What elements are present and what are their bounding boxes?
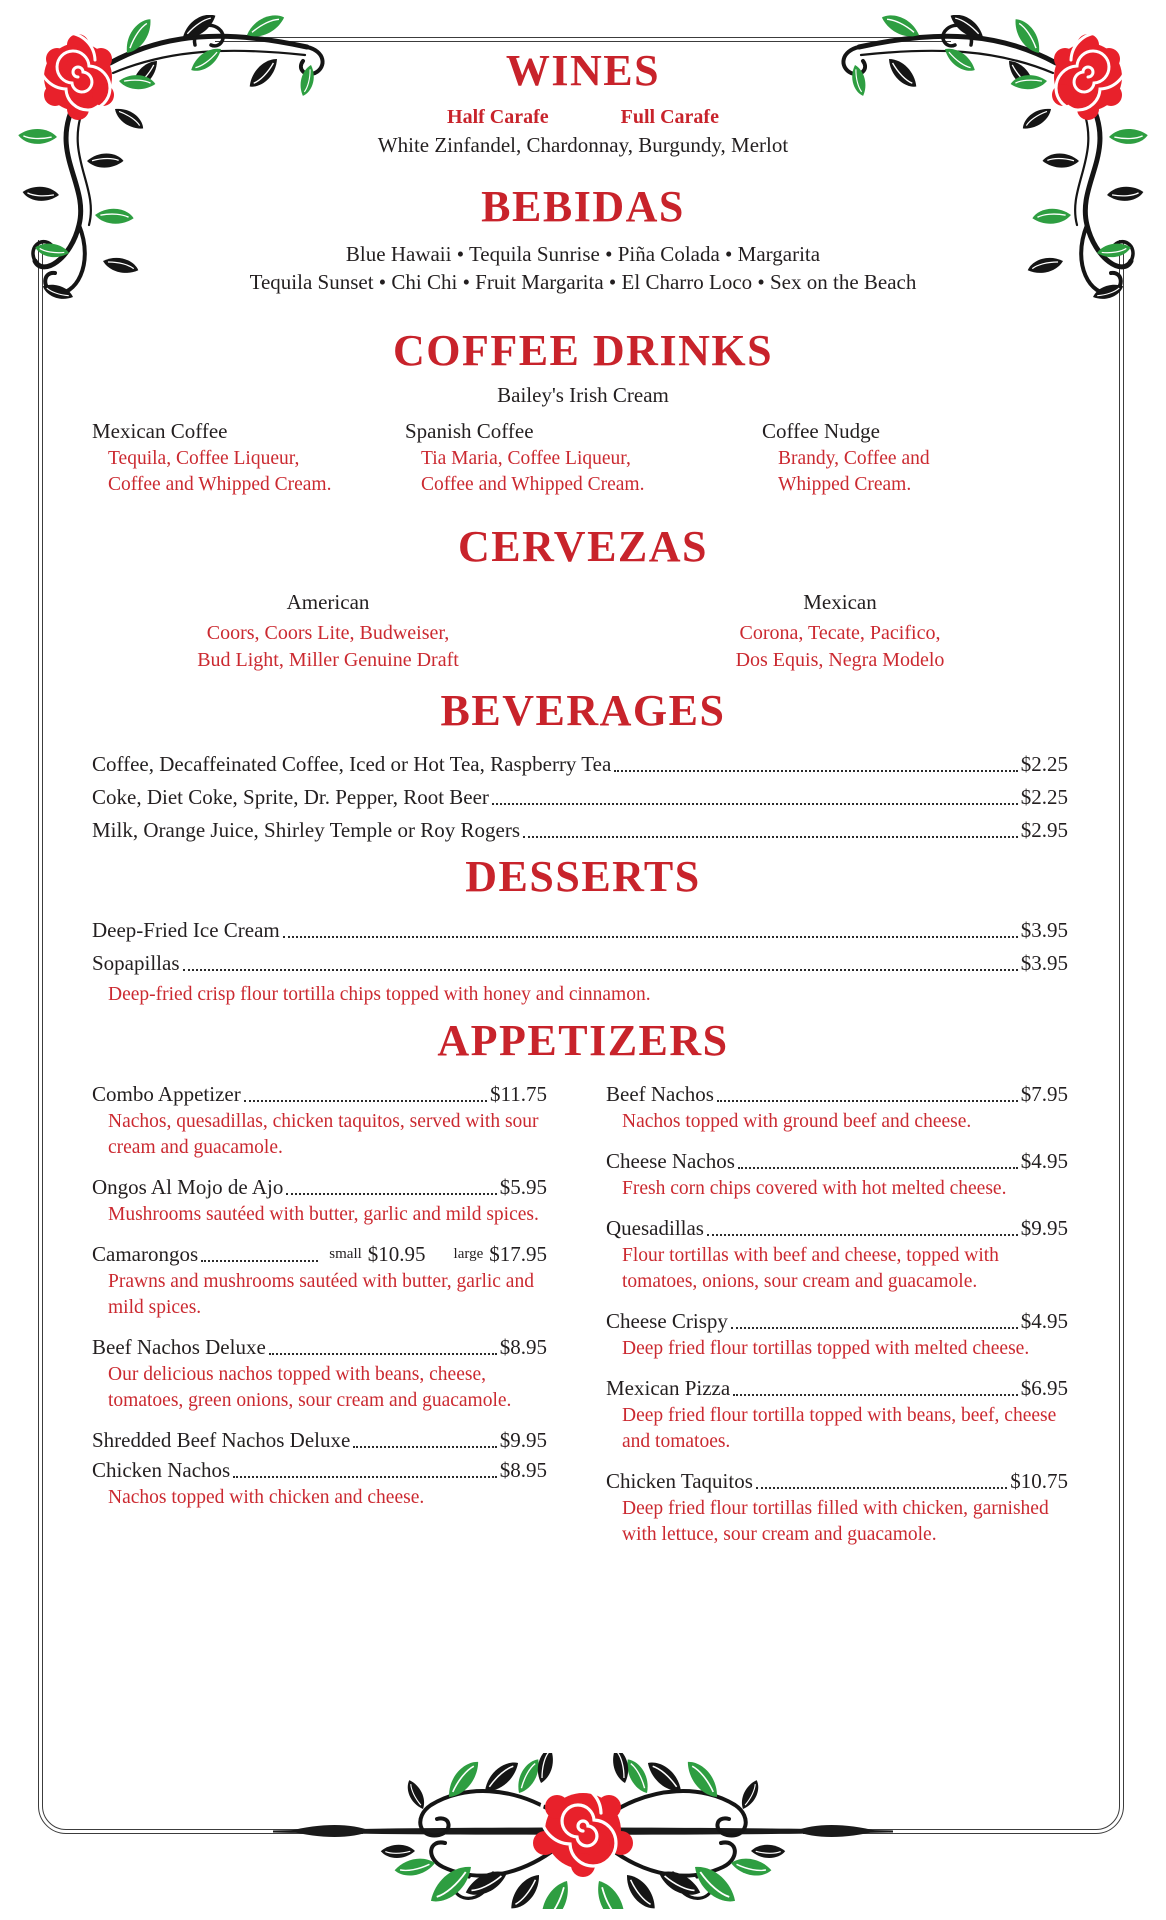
size-label-large: large bbox=[453, 1246, 484, 1262]
menu-item-description: Our delicious nachos topped with beans, cheese, tomatoes, green onions, sour cream and guacamole. bbox=[108, 1364, 512, 1411]
menu-item-description: Prawns and mushrooms sautéed with butter, garlic and mild spices. bbox=[108, 1271, 534, 1318]
section-title-wines: WINES bbox=[505, 46, 661, 95]
menu-item-name: Shredded Beef Nachos Deluxe bbox=[92, 1428, 351, 1452]
menu-row-name: Coke, Diet Coke, Sprite, Dr. Pepper, Root Beer bbox=[92, 785, 489, 809]
dot-leader bbox=[756, 1487, 1007, 1489]
menu-item bbox=[92, 1426, 547, 1454]
carafe-header-half: Half Carafe bbox=[447, 106, 549, 128]
menu-item bbox=[92, 1173, 547, 1228]
coffee-item-name: Spanish Coffee bbox=[405, 419, 534, 443]
menu-row-name: Deep-Fried Ice Cream bbox=[92, 918, 280, 942]
menu-item-description: Nachos topped with chicken and cheese. bbox=[108, 1487, 425, 1508]
coffee-item bbox=[762, 418, 1052, 498]
appetizers-left-column bbox=[92, 1080, 547, 1523]
menu-row bbox=[92, 949, 1068, 977]
dot-leader bbox=[244, 1100, 487, 1102]
menu-item-price: $11.75 bbox=[490, 1082, 547, 1106]
section-title-coffee-drinks: COFFEE DRINKS bbox=[392, 326, 774, 375]
section-title-desserts: DESSERTS bbox=[465, 852, 701, 901]
menu-item-name: Beef Nachos bbox=[606, 1082, 714, 1106]
menu-row-price: $2.25 bbox=[1020, 785, 1068, 809]
cerveza-brands-line: Dos Equis, Negra Modelo bbox=[735, 649, 945, 671]
menu-item-description: Deep fried flour tortillas topped with melted cheese. bbox=[622, 1338, 1030, 1359]
menu-item-name: Cheese Crispy bbox=[606, 1309, 728, 1333]
cerveza-group-mexican bbox=[736, 590, 945, 674]
section-title-beverages: BEVERAGES bbox=[440, 686, 726, 735]
menu-row-description: Deep-fried crisp flour tortilla chips topped with honey and cinnamon. bbox=[108, 984, 651, 1005]
menu-item-name: Beef Nachos Deluxe bbox=[92, 1335, 266, 1359]
menu-item bbox=[606, 1080, 1068, 1135]
wine-carafe-headers bbox=[0, 106, 1166, 129]
menu-item-price: $8.95 bbox=[499, 1458, 547, 1482]
carafe-header-full: Full Carafe bbox=[620, 106, 719, 128]
menu-item-name: Cheese Nachos bbox=[606, 1149, 735, 1173]
dot-leader bbox=[717, 1100, 1018, 1102]
dessert-list bbox=[0, 916, 1166, 1008]
dot-leader bbox=[614, 770, 1017, 772]
menu-row bbox=[92, 816, 1068, 844]
section-desserts bbox=[0, 854, 1166, 1008]
coffee-item-desc: Brandy, Coffee and Whipped Cream. bbox=[778, 448, 930, 495]
menu-item-price: $8.95 bbox=[499, 1335, 547, 1359]
rose-divider-ornament-icon bbox=[273, 1753, 893, 1909]
coffee-item bbox=[405, 418, 715, 498]
dot-leader bbox=[353, 1446, 496, 1448]
menu-item bbox=[606, 1374, 1068, 1455]
menu-item-price: $9.95 bbox=[499, 1428, 547, 1452]
menu-item-name: Combo Appetizer bbox=[92, 1082, 241, 1106]
menu-item-name: Camarongos bbox=[92, 1242, 199, 1266]
menu-item bbox=[606, 1467, 1068, 1548]
cerveza-brands-line: Bud Light, Miller Genuine Draft bbox=[197, 649, 459, 671]
menu-item-price-small: $10.95 bbox=[367, 1242, 426, 1266]
menu-item-name: Chicken Taquitos bbox=[606, 1469, 753, 1493]
dot-leader bbox=[286, 1193, 496, 1195]
menu-item bbox=[606, 1214, 1068, 1295]
coffee-columns bbox=[0, 418, 1166, 538]
size-label-small: small bbox=[329, 1246, 362, 1262]
menu-item-description: Nachos, quesadillas, chicken taquitos, served with sour cream and guacamole. bbox=[108, 1111, 539, 1158]
cerveza-group-name: Mexican bbox=[803, 590, 877, 614]
menu-item bbox=[606, 1307, 1068, 1362]
coffee-item-name: Mexican Coffee bbox=[92, 419, 228, 443]
dot-leader bbox=[269, 1353, 497, 1355]
menu-row-price: $3.95 bbox=[1020, 918, 1068, 942]
menu-item-price: $9.95 bbox=[1020, 1216, 1068, 1240]
coffee-subtitle: Bailey's Irish Cream bbox=[497, 383, 669, 407]
menu-item-name: Ongos Al Mojo de Ajo bbox=[92, 1175, 284, 1199]
cerveza-group-name: American bbox=[286, 590, 370, 614]
dot-leader bbox=[738, 1167, 1018, 1169]
menu-item-price: $4.95 bbox=[1020, 1309, 1068, 1333]
menu-item-description: Deep fried flour tortilla topped with beans, beef, cheese and tomatoes. bbox=[622, 1405, 1057, 1452]
menu-item-price: $5.95 bbox=[499, 1175, 547, 1199]
cerveza-brands-line: Coors, Coors Lite, Budweiser, bbox=[206, 622, 450, 644]
section-cervezas bbox=[0, 524, 1166, 710]
menu-row-name: Sopapillas bbox=[92, 951, 180, 975]
coffee-item-name: Coffee Nudge bbox=[762, 419, 880, 443]
menu-item-price-large: $17.95 bbox=[489, 1242, 547, 1266]
menu-row bbox=[92, 783, 1068, 811]
rose-icon bbox=[533, 1784, 633, 1877]
wine-list: White Zinfandel, Chardonnay, Burgundy, Merlot bbox=[377, 133, 789, 157]
menu-row-name: Coffee, Decaffeinated Coffee, Iced or Hot Tea, Raspberry Tea bbox=[92, 752, 612, 776]
menu-item bbox=[92, 1333, 547, 1414]
dot-leader bbox=[283, 936, 1018, 938]
menu-item-name: Chicken Nachos bbox=[92, 1458, 231, 1482]
section-wines bbox=[0, 48, 1166, 158]
menu-row bbox=[92, 916, 1068, 944]
beverage-list bbox=[0, 750, 1166, 844]
menu-item bbox=[92, 1456, 547, 1511]
menu-row-price: $2.25 bbox=[1020, 752, 1068, 776]
dot-leader bbox=[183, 969, 1018, 971]
coffee-item-desc: Tequila, Coffee Liqueur, Coffee and Whipped Cream. bbox=[108, 448, 332, 495]
menu-item-price: $10.75 bbox=[1010, 1469, 1068, 1493]
appetizers-right-column bbox=[606, 1080, 1068, 1560]
section-coffee-drinks bbox=[0, 328, 1166, 538]
menu-item-name: Mexican Pizza bbox=[606, 1376, 731, 1400]
dot-leader bbox=[523, 836, 1018, 838]
menu-item-description: Flour tortillas with beef and cheese, topped with tomatoes, onions, sour cream and guacamole. bbox=[622, 1245, 999, 1292]
menu-row bbox=[92, 750, 1068, 778]
menu-item-name: Quesadillas bbox=[606, 1216, 704, 1240]
menu-item-price: $7.95 bbox=[1020, 1082, 1068, 1106]
menu-row-name: Milk, Orange Juice, Shirley Temple or Roy Rogers bbox=[92, 818, 520, 842]
menu-item bbox=[92, 1080, 547, 1161]
section-beverages bbox=[0, 688, 1166, 849]
cerveza-group-american bbox=[197, 590, 459, 674]
section-title-appetizers: APPETIZERS bbox=[437, 1016, 729, 1065]
coffee-item bbox=[92, 418, 392, 498]
bebidas-line-2: Tequila Sunset • Chi Chi • Fruit Margarita • El Charro Loco • Sex on the Beach bbox=[249, 270, 917, 294]
dot-leader bbox=[492, 803, 1018, 805]
menu-item-price: $6.95 bbox=[1020, 1376, 1068, 1400]
dot-leader bbox=[733, 1394, 1018, 1396]
cerveza-brands-line: Corona, Tecate, Pacifico, bbox=[739, 622, 941, 644]
section-title-cervezas: CERVEZAS bbox=[457, 522, 709, 571]
dot-leader bbox=[233, 1476, 497, 1478]
menu-item-description: Fresh corn chips covered with hot melted cheese. bbox=[622, 1178, 1007, 1199]
section-appetizers bbox=[0, 1018, 1166, 1758]
menu-item-description: Nachos topped with ground beef and cheese. bbox=[622, 1111, 972, 1132]
dot-leader bbox=[707, 1234, 1018, 1236]
menu-item bbox=[606, 1147, 1068, 1202]
dot-leader bbox=[201, 1260, 318, 1262]
menu-item-price: $4.95 bbox=[1020, 1149, 1068, 1173]
menu-row-price: $3.95 bbox=[1020, 951, 1068, 975]
menu-item-description: Deep fried flour tortillas filled with chicken, garnished with lettuce, sour cream and guacamole. bbox=[622, 1498, 1049, 1545]
menu-item bbox=[92, 1240, 547, 1321]
bebidas-line-1: Blue Hawaii • Tequila Sunrise • Piña Colada • Margarita bbox=[345, 242, 821, 266]
menu-row-price: $2.95 bbox=[1020, 818, 1068, 842]
coffee-item-desc: Tia Maria, Coffee Liqueur, Coffee and Whipped Cream. bbox=[421, 448, 645, 495]
menu-item-description: Mushrooms sautéed with butter, garlic and mild spices. bbox=[108, 1204, 539, 1225]
dot-leader bbox=[731, 1327, 1018, 1329]
section-bebidas bbox=[0, 184, 1166, 296]
section-title-bebidas: BEBIDAS bbox=[481, 182, 685, 231]
